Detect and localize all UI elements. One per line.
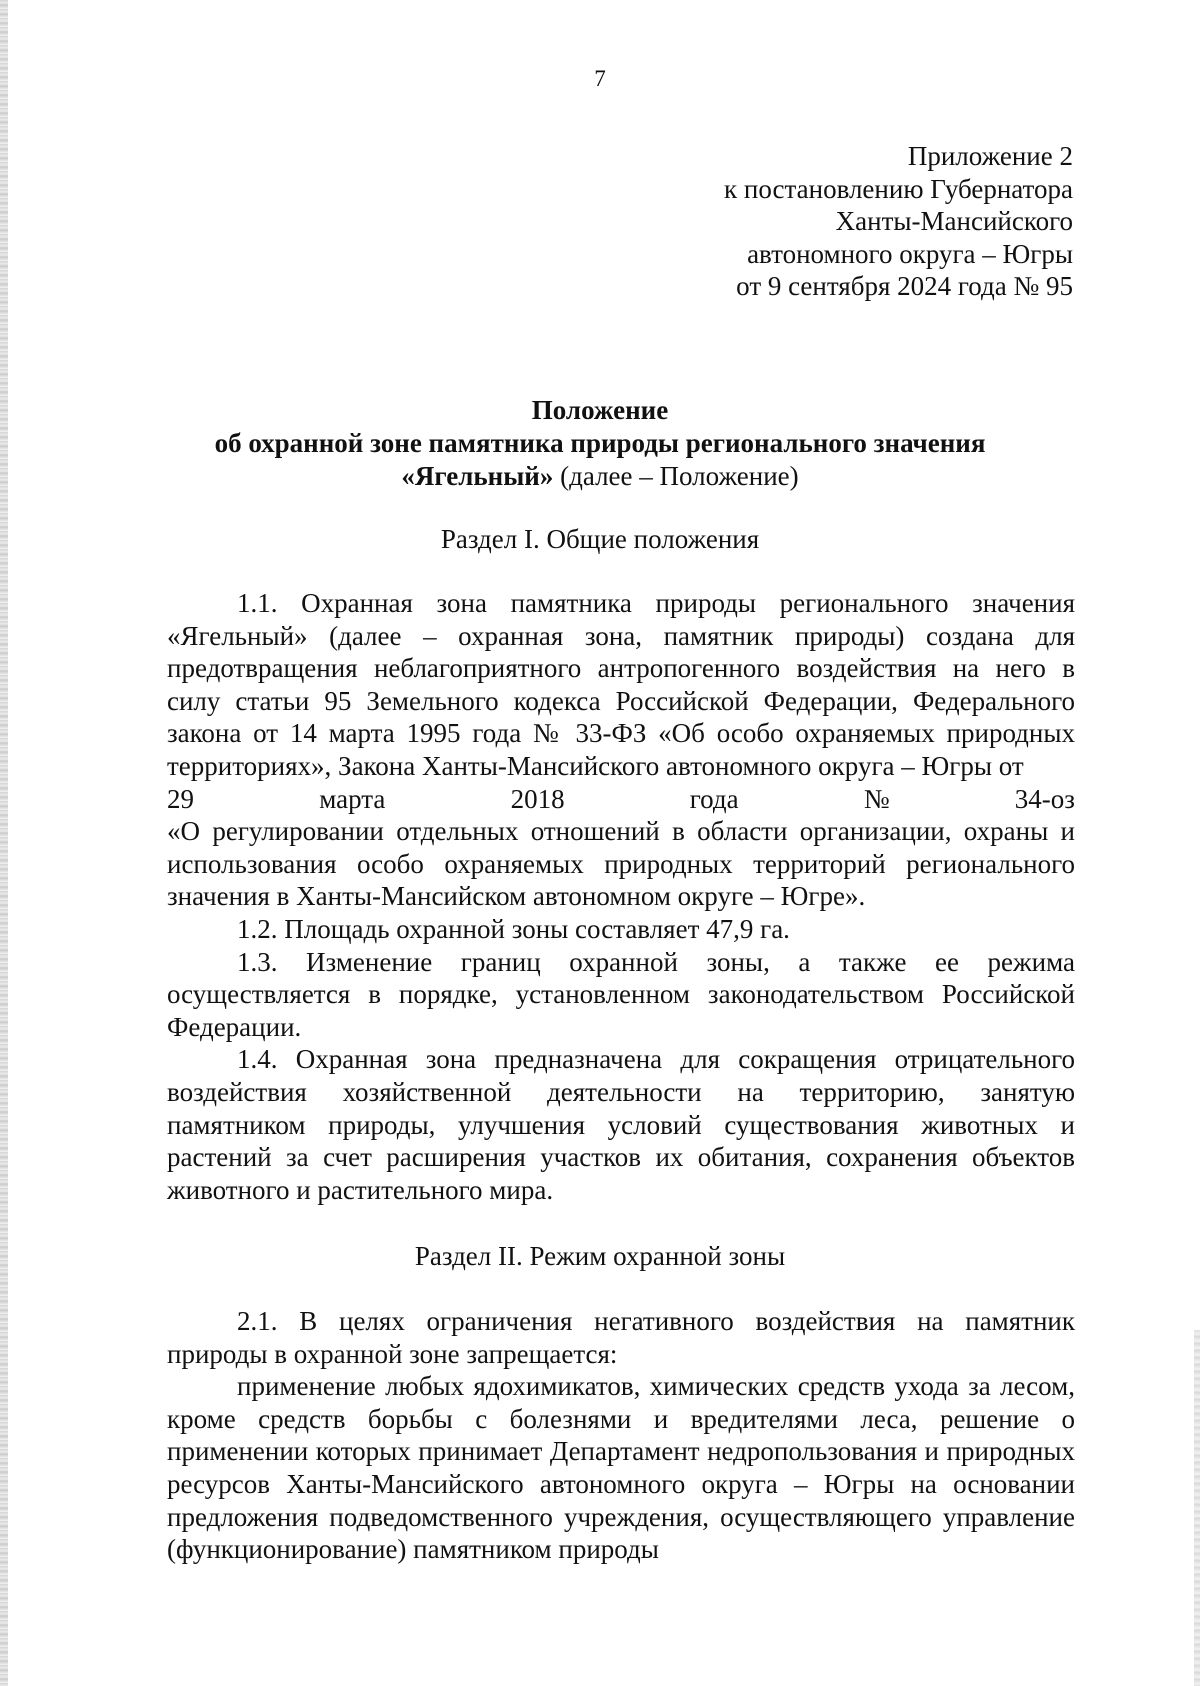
title-name: «Ягельный»	[401, 461, 554, 491]
scan-edge-right	[1194, 1330, 1200, 1686]
document-title	[0, 394, 1200, 493]
section-body	[167, 587, 1075, 1206]
spread-word: 2018	[510, 783, 565, 814]
appendix-line: Ханты-Мансийского	[835, 206, 1073, 236]
title-line	[0, 460, 1200, 493]
paragraph: 1.4. Охранная зона предназначена для сокращения отрицательного воздействия хозяйственной деятельности на территорию, занятую памятником природы, улучшения условий существования животных и растений за счет расширения участков их обитания, сохранения объектов животного и растительного мира.	[167, 1044, 1075, 1205]
paragraph: 1.2. Площадь охранной зоны составляет 47,9 га.	[237, 913, 790, 944]
appendix-line: к постановлению Губернатора	[724, 173, 1073, 204]
title-suffix: (далее – Положение)	[553, 461, 799, 491]
scan-edge-left	[0, 0, 8, 1686]
page-number: 7	[594, 66, 606, 91]
spread-word: 34-оз	[1014, 783, 1075, 814]
spread-word: 29	[167, 783, 194, 814]
appendix-line: от 9 сентября 2024 года № 95	[736, 271, 1073, 301]
paragraph: 2.1. В целях ограничения негативного воздействия на памятник природы в охранной зоне запрещается:	[167, 1306, 1075, 1369]
spread-word: марта	[319, 783, 386, 814]
appendix-block	[724, 140, 1073, 303]
paragraph: «О регулировании отдельных отношений в области организации, охраны и использования особо охраняемых природных территорий регионального значения в Ханты-Мансийском автономном округе – Югре».	[167, 816, 1075, 912]
paragraph: 1.1. Охранная зона памятника природы регионального значения «Ягельный» (далее – охранная зона, памятник природы) создана для предотвращения неблагоприятного антропогенного воздействия на него в силу статьи 95 Земельного кодекса Российской Федерации, Федерального закона от 14 марта 1995 года № 33-ФЗ «Об особо охраняемых природных территориях», Закона Ханты-Мансийского автономного округа – Югры от	[167, 588, 1075, 781]
title-line: об охранной зоне памятника природы регионального значения	[214, 428, 986, 458]
appendix-line: автономного округа – Югры	[747, 238, 1073, 269]
title-line: Положение	[531, 395, 669, 425]
section-body	[167, 1305, 1075, 1566]
spread-line	[167, 783, 1075, 816]
section-heading: Раздел II. Режим охранной зоны	[414, 1241, 786, 1271]
section-heading: Раздел I. Общие положения	[440, 524, 760, 554]
appendix-line: Приложение 2	[907, 141, 1073, 171]
spread-word: №	[863, 783, 890, 814]
paragraph: применение любых ядохимикатов, химических средств ухода за лесом, кроме средств борьбы с болезнями и вредителями леса, решение о применении которых принимает Департамент недропользования и природных ресурсов Ханты-Мансийского автономного округа – Югры на основании предложения подведомственного учреждения, осуществляющего управление (функционирование) памятником природы	[167, 1371, 1075, 1565]
spread-word: года	[689, 783, 739, 814]
paragraph: 1.3. Изменение границ охранной зоны, а также ее режима осуществляется в порядке, установленном законодательством Российской Федерации.	[167, 946, 1075, 1042]
